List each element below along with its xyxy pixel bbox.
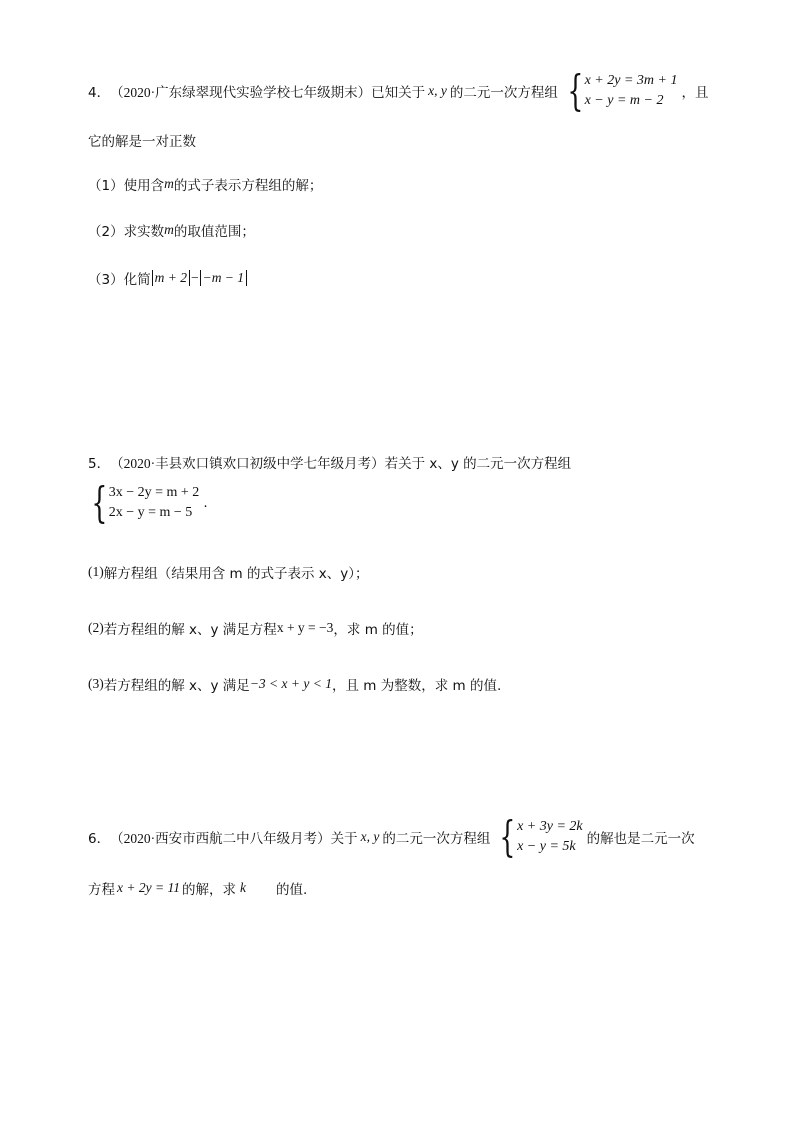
q4-stem-b: 的二元一次方程组 <box>449 85 558 101</box>
q5-equation-system <box>86 478 208 527</box>
q5-part2-math: x + y = −3 <box>276 620 334 635</box>
q5-part1-label: (1) <box>88 564 104 579</box>
q5-part3 <box>88 674 501 694</box>
q5-part1-text: 解方程组（结果用含 m 的式子表示 x、y）； <box>103 566 369 582</box>
q6-source: （2020·西安市西航二中八年级月考） <box>110 831 331 846</box>
q4-line2 <box>88 130 196 150</box>
q4-part1-b: 的式子表示方程组的解； <box>173 178 323 194</box>
q4-part2-var: m <box>164 222 174 237</box>
q4-eq2: x − y = m − 2 <box>584 93 664 108</box>
q4-part2-a: （2）求实数 <box>88 224 165 240</box>
q4-part3-abs1: m + 2 <box>152 270 190 286</box>
q5-part2-label: (2) <box>88 620 104 635</box>
q5-number: 5． <box>88 456 111 472</box>
q4-part1-var: m <box>164 176 174 191</box>
q4-part3 <box>88 268 248 288</box>
q6-line2-var: k <box>239 880 246 895</box>
q4-part1-a: （1）使用含 <box>88 178 165 194</box>
q5-part2 <box>88 618 423 638</box>
q4-equation-system <box>562 66 678 115</box>
q5-part1 <box>88 562 369 582</box>
q5-eq2: 2x − y = m − 5 <box>108 505 193 520</box>
q6-stem-b: 的二元一次方程组 <box>382 831 491 847</box>
q4-part3-a: （3）化简 <box>88 272 151 288</box>
q4-line2-text: 它的解是一对正数 <box>88 134 196 150</box>
q6-line2-b: 的解，求 <box>181 882 236 898</box>
q4-vars: x, y <box>428 83 447 98</box>
q6-eq2: x − y = 5k <box>517 839 576 854</box>
q5-stem: 若关于 x、y 的二元一次方程组 <box>384 456 572 472</box>
q5-part2-b: ，求 m 的值； <box>333 622 423 638</box>
q6-line2 <box>88 878 307 898</box>
q4-part3-abs2: −m − 1 <box>200 270 247 286</box>
brace-icon: { <box>91 478 108 527</box>
q4-part2 <box>88 220 255 240</box>
q6-stem-a: 关于 <box>330 831 358 847</box>
q5-part3-b: ，且 m 为整数，求 m 的值. <box>332 678 502 694</box>
q4-stem-c: ，且 <box>681 85 709 101</box>
q4-number: 4． <box>88 85 111 101</box>
q4-source: （2020·广东绿翠现代实验学校七年级期末） <box>110 85 372 100</box>
q6-vars: x, y <box>360 829 380 844</box>
q5-part3-a: 若方程组的解 x、y 满足 <box>103 678 250 694</box>
q5-part2-a: 若方程组的解 x、y 满足方程 <box>103 622 277 638</box>
q4-eq1: x + 2y = 3m + 1 <box>584 73 678 88</box>
q6-line1 <box>88 812 695 861</box>
q6-number: 6． <box>88 831 111 847</box>
q5-eq-end: . <box>203 495 208 511</box>
q6-eq1: x + 3y = 2k <box>517 819 583 834</box>
q5-part3-label: (3) <box>88 676 104 691</box>
q6-stem-c: 的解也是二元一次 <box>586 831 695 847</box>
q5-line1 <box>88 452 571 472</box>
q4-part2-b: 的取值范围； <box>173 224 255 240</box>
q5-eq1: 3x − 2y = m + 2 <box>108 485 200 500</box>
q4-part3-minus: − <box>190 270 199 285</box>
q5-source: （2020·丰县欢口镇欢口初级中学七年级月考） <box>110 456 385 471</box>
q4-part1 <box>88 174 322 194</box>
brace-icon: { <box>499 812 516 861</box>
q6-line2-a: 方程 <box>88 882 115 898</box>
q6-line2-c: 的值. <box>275 882 308 898</box>
q4-line1 <box>88 66 709 115</box>
brace-icon: { <box>567 66 584 115</box>
q5-part3-math: −3 < x + y < 1 <box>249 676 332 691</box>
q6-line2-math: x + 2y = 11 <box>117 880 180 895</box>
q6-equation-system <box>494 812 583 861</box>
q4-stem-a: 已知关于 <box>371 85 426 101</box>
